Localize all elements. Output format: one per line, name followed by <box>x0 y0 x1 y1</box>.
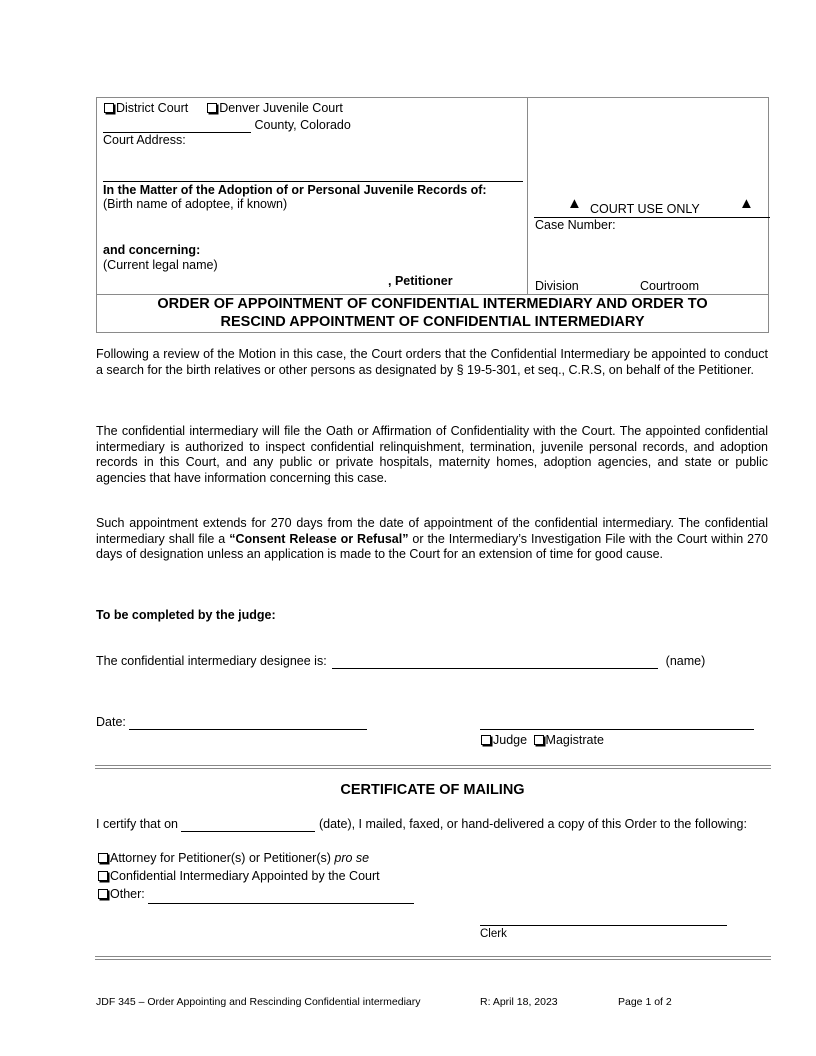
paragraph-authorization: The confidential intermediary will file the Oath or Affirmation of Confidentiality with the Court. The appointed confidential intermediary is authorized to inspect confidential relinquishment, termination, juvenile personal records, and adoption records in this Court, and any public or private hospitals, maternity homes, adoption agencies, and state or public agencies that have information concerning this case. <box>96 424 768 485</box>
and-concerning-label: and concerning: <box>103 243 201 257</box>
triangle-left-icon: ▲ <box>567 195 582 212</box>
judge-checkbox[interactable] <box>481 735 491 745</box>
paragraph-duration-part-1: Such appointment extends for 270 days from the date of appointment of the confidential intermediary. The confidential intermediary shall file a <box>96 516 768 546</box>
matter-heading: In the Matter of the Adoption of or Personal Juvenile Records of: <box>103 183 487 197</box>
county-line <box>103 118 351 133</box>
judge-signature-line[interactable] <box>480 729 754 730</box>
petitioner-label: , Petitioner <box>388 274 453 288</box>
current-name-label: (Current legal name) <box>103 258 218 272</box>
certify-label-start: I certify that on <box>96 817 178 831</box>
footer-page-number: Page 1 of 2 <box>618 996 672 1008</box>
attorney-checkbox[interactable] <box>98 853 108 863</box>
consent-release-term: “Consent Release or Refusal” <box>229 531 409 546</box>
court-address-label: Court Address: <box>103 133 186 147</box>
order-title <box>96 295 769 331</box>
section-divider-bottom <box>95 956 771 960</box>
other-field[interactable] <box>148 885 414 904</box>
case-number-label: Case Number: <box>535 218 616 232</box>
paragraph-duration-part-2: or the Intermediary’s Investigation File with the Court within 270 days of designation unless an application is made to the Court for an extension of time for good cause. <box>96 531 768 561</box>
date-row <box>96 715 367 730</box>
clerk-signature-line[interactable] <box>480 925 727 926</box>
designee-row <box>96 654 705 669</box>
division-label: Division <box>535 279 579 293</box>
date-label: Date: <box>96 715 126 729</box>
triangle-right-icon: ▲ <box>739 195 754 212</box>
judge-options <box>481 733 604 747</box>
certify-label-end: (date), I mailed, faxed, or hand-delivered a copy of this Order to the following: <box>318 817 747 831</box>
magistrate-checkbox[interactable] <box>534 735 544 745</box>
section-divider-top <box>95 765 771 769</box>
paragraph-duration <box>96 516 768 563</box>
courtroom-label: Courtroom <box>640 279 700 293</box>
footer-revision: R: April 18, 2023 <box>480 996 558 1008</box>
order-title-line-2: RESCIND APPOINTMENT OF CONFIDENTIAL INTERMEDIARY <box>220 314 645 330</box>
denver-juvenile-court-label: Denver Juvenile Court <box>219 101 343 115</box>
county-label: County, Colorado <box>254 118 351 132</box>
intermediary-checkbox[interactable] <box>98 871 108 881</box>
other-label: Other: <box>110 887 145 901</box>
caption-divider-vertical <box>527 97 528 294</box>
judge-heading: To be completed by the judge: <box>96 608 276 622</box>
attorney-label: Attorney for Petitioner(s) or Petitioner(s) <box>110 851 335 865</box>
county-field[interactable] <box>103 118 251 133</box>
denver-juvenile-court-checkbox[interactable] <box>207 103 217 113</box>
pro-se-label: pro se <box>334 851 370 865</box>
court-use-only-label: COURT USE ONLY <box>590 202 700 216</box>
recipient-option-intermediary <box>98 867 414 885</box>
paragraph-appointment: Following a review of the Motion in this case, the Court orders that the Confidential Intermediary be appointed to conduct a search for the birth relatives or other persons as designated by § 19-5-301, et seq., C.R.S, on behalf of the Petitioner. <box>96 347 768 377</box>
certificate-title: CERTIFICATE OF MAILING <box>340 782 525 798</box>
recipient-option-other <box>98 885 414 904</box>
designee-label: The confidential intermediary designee is: <box>96 654 327 668</box>
footer-form-title: JDF 345 – Order Appointing and Rescinding Confidential intermediary <box>96 996 421 1008</box>
designee-name-field[interactable] <box>332 654 658 669</box>
district-court-label: District Court <box>116 101 189 115</box>
date-field[interactable] <box>129 715 367 730</box>
clerk-label: Clerk <box>480 928 507 940</box>
intermediary-label: Confidential Intermediary Appointed by the Court <box>110 869 380 883</box>
judge-label: Judge <box>493 733 528 747</box>
name-label: (name) <box>665 654 706 668</box>
court-address-field[interactable] <box>103 181 523 182</box>
certify-date-field[interactable] <box>181 817 315 832</box>
recipient-option-attorney <box>98 849 414 867</box>
magistrate-label: Magistrate <box>545 733 604 747</box>
birth-name-label: (Birth name of adoptee, if known) <box>103 197 288 211</box>
recipient-options <box>98 849 414 904</box>
court-options <box>104 101 343 115</box>
certify-row <box>96 817 747 832</box>
other-checkbox[interactable] <box>98 889 108 899</box>
district-court-checkbox[interactable] <box>104 103 114 113</box>
order-title-line-1: ORDER OF APPOINTMENT OF CONFIDENTIAL INTERMEDIARY AND ORDER TO <box>157 296 708 312</box>
